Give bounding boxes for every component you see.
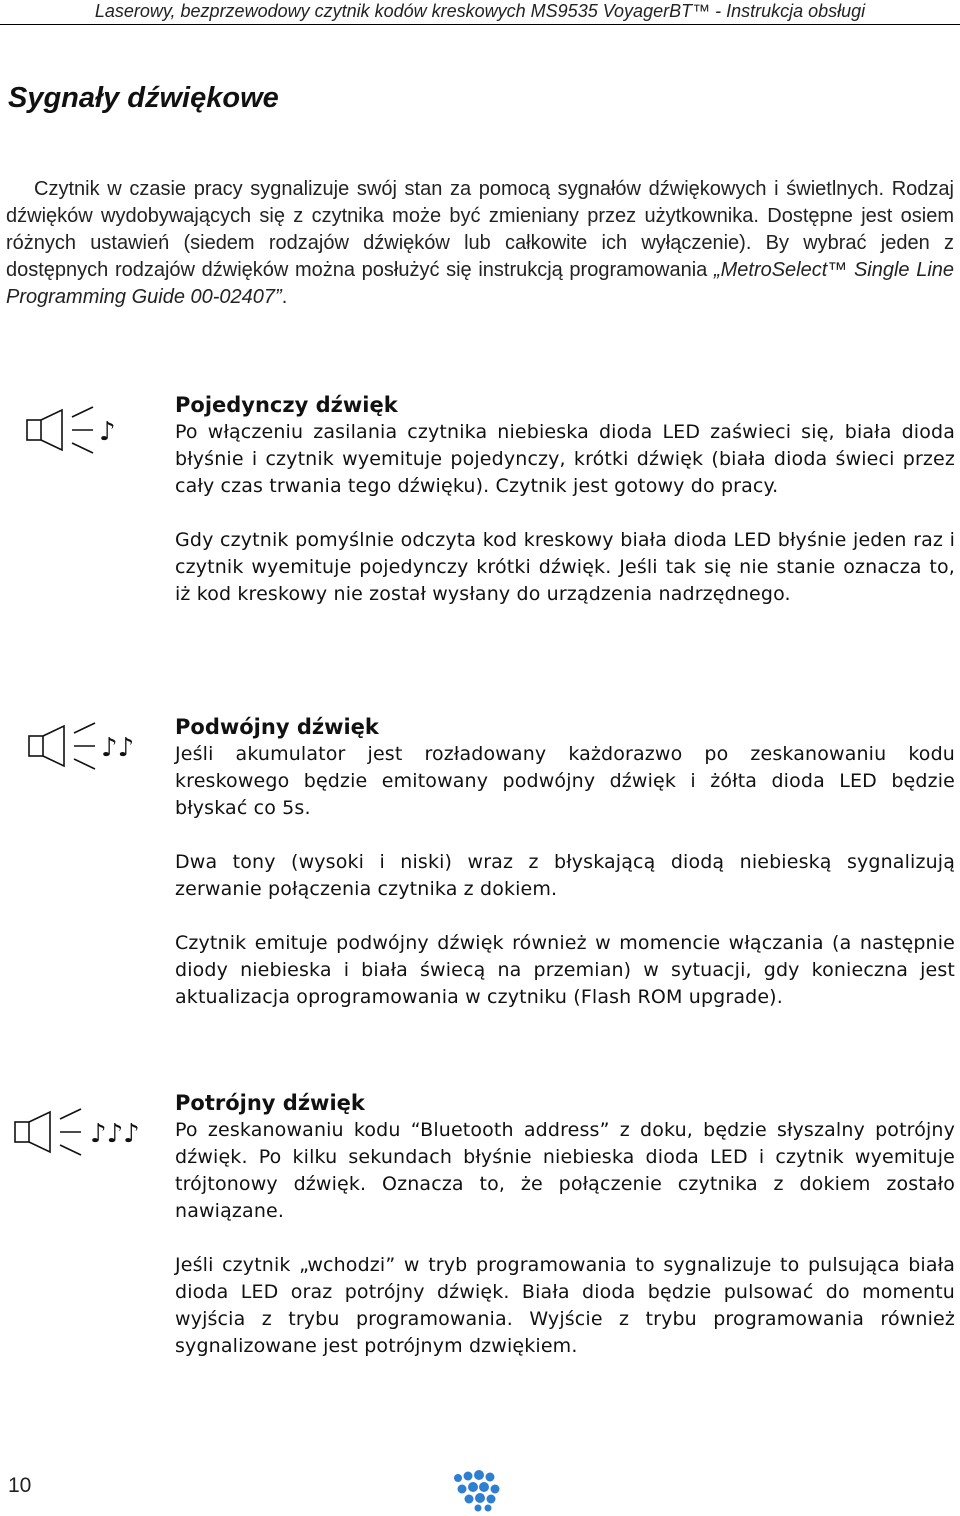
section-triple-beep — [175, 1090, 955, 1360]
speaker-triple-note-icon — [14, 1106, 164, 1156]
speaker-double-note-icon — [28, 720, 148, 770]
section-paragraph: Jeśli czytnik „wchodzi” w tryb programowania to sygnalizuje to pulsująca biała dioda LED oraz potrójny dźwięk. Biała dioda będzie pulsować do momentu wyjścia z trybu programowania. Wyjście z trybu programowania również sygnalizowane jest potrójnym dzwiękiem. — [175, 1254, 955, 1357]
svg-text:♪♪: ♪♪ — [101, 733, 135, 763]
section-paragraph: Po włączeniu zasilania czytnika niebieska dioda LED zaświeci się, biała dioda błyśnie i czytnik wyemituje pojedynczy, krótki dźwięk (biała dioda świeci przez cały czas trwania tego dźwięku). Czytnik jest gotowy do pracy. — [175, 421, 955, 497]
intro-end: . — [281, 286, 288, 308]
section-double-beep — [175, 714, 955, 1011]
section-single-beep — [175, 392, 955, 608]
svg-text:♪♪♪: ♪♪♪ — [90, 1119, 140, 1149]
svg-text:♪: ♪ — [99, 417, 116, 447]
section-heading: Potrójny dźwięk — [175, 1091, 365, 1115]
section-paragraph: Po zeskanowaniu kodu “Bluetooth address” z doku, będzie słyszalny potrójny dźwięk. Po kilku sekundach błyśnie niebieska dioda LED i czytnik wyemituje trójtonowy dźwięk. Oznacza to, że połączenie czytnika z dokiem zostało nawiązane. — [175, 1119, 955, 1222]
section-heading: Pojedynczy dźwięk — [175, 393, 398, 417]
section-heading: Podwójny dźwięk — [175, 715, 379, 739]
section-paragraph: Dwa tony (wysoki i niski) wraz z błyskającą diodą niebieską sygnalizują zerwanie połączenia czytnika z dokiem. — [175, 851, 955, 900]
page-title: Sygnały dźwiękowe — [8, 82, 279, 114]
speaker-single-note-icon — [26, 404, 126, 454]
section-paragraph: Gdy czytnik pomyślnie odczyta kod kreskowy biała dioda LED błyśnie jeden raz i czytnik wyemituje pojedynczy krótki dźwięk. Jeśli tak się nie stanie oznacza to, iż kod kreskowy nie został wysłany do urządzenia nadrzędnego. — [175, 529, 955, 605]
intro-paragraph — [6, 176, 954, 311]
page-number: 10 — [8, 1474, 32, 1497]
section-paragraph: Jeśli akumulator jest rozładowany każdorazwo po zeskanowaniu kodu kreskowego będzie emitowany podwójny dźwięk i żółta dioda LED będzie błyskać co 5s. — [175, 743, 955, 819]
intro-text: Czytnik w czasie pracy sygnalizuje swój stan za pomocą sygnałów dźwiękowych i świetlnych. Rodzaj dźwięków wydobywających się z czytnika może być zmieniany przez użytkownika. Dostępne jest osiem różnych ustawień (siedem rodzajów dźwięków lub całkowite ich wyłączenie). By wybrać jeden z dostępnych rodzajów dźwięków można posłużyć się instrukcją programowania — [6, 178, 954, 281]
section-paragraph: Czytnik emituje podwójny dźwięk również w momencie włączania (a następnie diody niebieska i biała świecą na przemian) w sytuacji, gdy konieczna jest aktualizacja oprogramowania w czytniku (Flash ROM upgrade). — [175, 932, 955, 1008]
company-logo-icon — [452, 1470, 508, 1516]
page-header: Laserowy, bezprzewodowy czytnik kodów kreskowych MS9535 VoyagerBT™ - Instrukcja obsługi — [0, 0, 960, 25]
intro-reference: „MetroSelect™ Single Line Programming Guide 00-02407” — [6, 259, 955, 308]
